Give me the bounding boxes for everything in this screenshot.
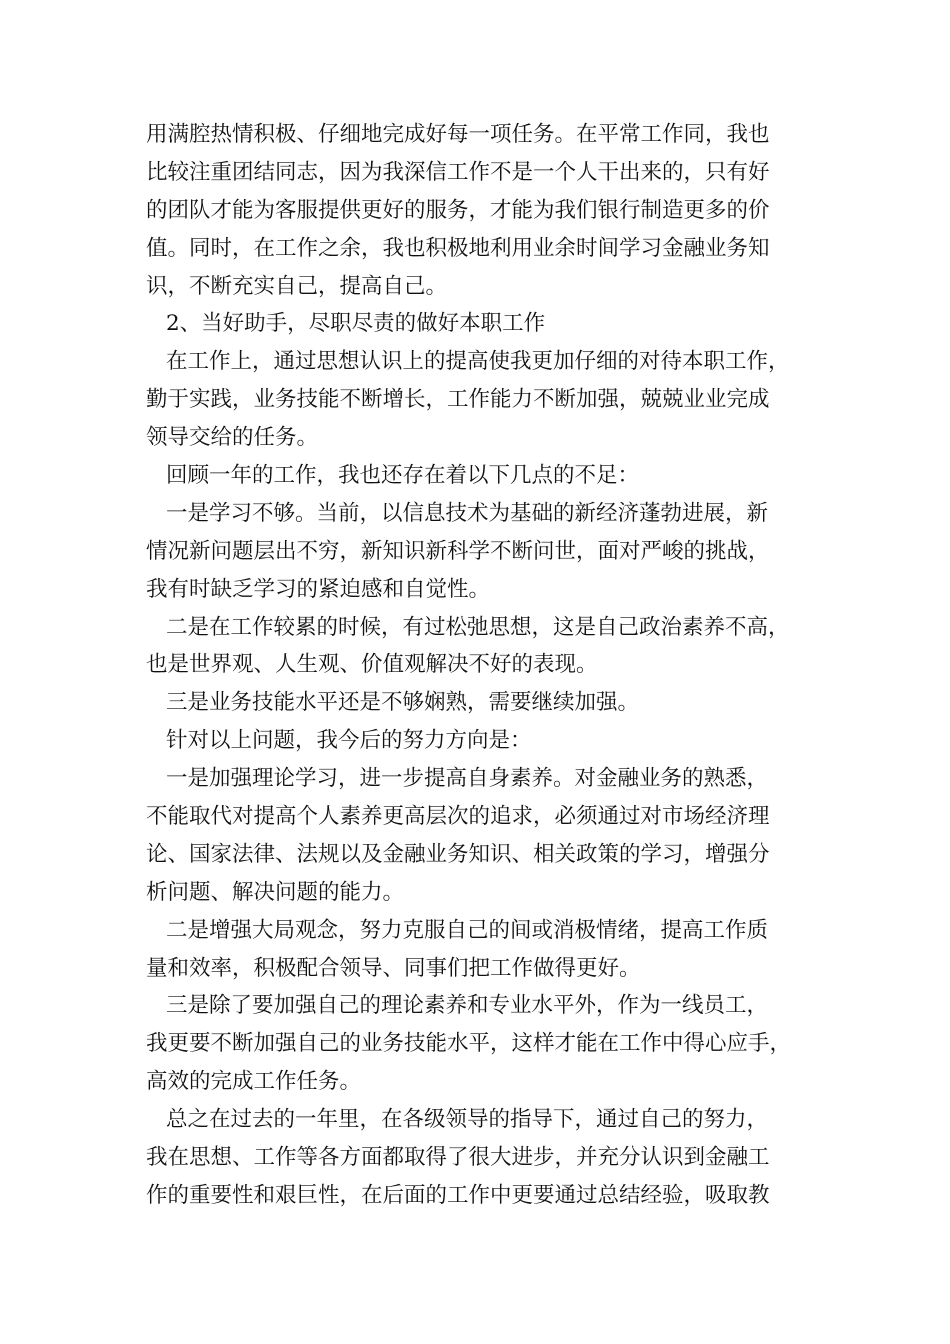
body-line: 二是在工作较累的时候，有过松弛思想，这是自己政治素养不高， <box>166 614 790 640</box>
body-line: 析问题、解决问题的能力。 <box>146 879 405 905</box>
body-line: 作的重要性和艰巨性，在后面的工作中更要通过总结经验，吸取教 <box>146 1182 770 1208</box>
body-line: 领导交给的任务。 <box>146 425 319 451</box>
body-line: 论、国家法律、法规以及金融业务知识、相关政策的学习，增强分 <box>146 841 770 867</box>
body-line: 我在思想、工作等各方面都取得了很大进步，并充分认识到金融工 <box>146 1145 770 1171</box>
body-line: 情况新问题层出不穷，新知识新科学不断问世，面对严峻的挑战， <box>146 538 770 564</box>
body-line: 三是业务技能水平还是不够娴熟，需要继续加强。 <box>166 690 640 716</box>
body-line: 总之在过去的一年里，在各级领导的指导下，通过自己的努力， <box>166 1107 769 1133</box>
body-line: 不能取代对提高个人素养更高层次的追求，必须通过对市场经济理 <box>146 804 770 830</box>
body-line: 量和效率，积极配合领导、同事们把工作做得更好。 <box>146 955 641 981</box>
body-line: 值。同时，在工作之余，我也积极地利用业余时间学习金融业务知 <box>146 235 770 261</box>
body-line: 也是世界观、人生观、价值观解决不好的表现。 <box>146 652 598 678</box>
body-line: 比较注重团结同志，因为我深信工作不是一个人干出来的，只有好 <box>146 159 770 185</box>
body-line: 回顾一年的工作，我也还存在着以下几点的不足： <box>166 463 640 489</box>
body-line: 在工作上，通过思想认识上的提高使我更加仔细的对待本职工作， <box>166 349 790 375</box>
document-body <box>146 116 826 1215</box>
body-line: 二是增强大局观念，努力克服自己的间或消极情绪，提高工作质 <box>166 917 769 943</box>
body-line: 针对以上问题，我今后的努力方向是： <box>166 728 532 754</box>
body-line: 高效的完成工作任务。 <box>146 1069 362 1095</box>
body-line: 勤于实践，业务技能不断增长，工作能力不断加强，兢兢业业完成 <box>146 387 770 413</box>
body-line: 我有时缺乏学习的紧迫感和自觉性。 <box>146 576 491 602</box>
body-line: 用满腔热情积极、仔细地完成好每一项任务。在平常工作同，我也 <box>146 122 770 147</box>
body-line: 一是加强理论学习，进一步提高自身素养。对金融业务的熟悉， <box>166 766 769 792</box>
body-line: 一是学习不够。当前，以信息技术为基础的新经济蓬勃进展，新 <box>166 500 769 526</box>
body-line: 我更要不断加强自己的业务技能水平，这样才能在工作中得心应手， <box>146 1031 792 1057</box>
section-heading: 2、当好助手，尽职尽责的做好本职工作 <box>166 311 546 337</box>
body-line: 识，不断充实自己，提高自己。 <box>146 273 448 299</box>
body-line: 的团队才能为客服提供更好的服务，才能为我们银行制造更多的价 <box>146 197 770 223</box>
body-line: 三是除了要加强自己的理论素养和专业水平外，作为一线员工， <box>166 993 769 1019</box>
